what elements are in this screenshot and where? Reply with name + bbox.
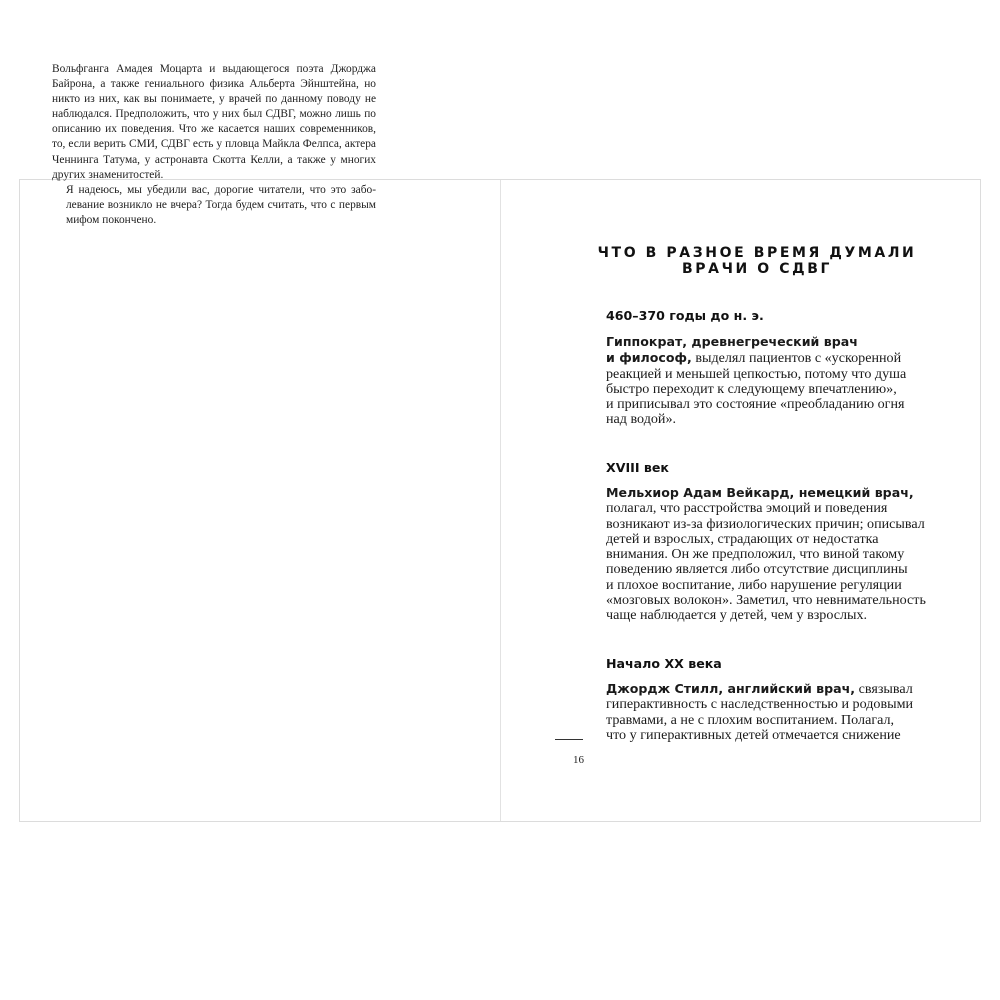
page-number-rule xyxy=(555,739,583,740)
section-text xyxy=(606,681,936,743)
heading-line: ЧТО В РАЗНОЕ ВРЕМЯ ДУМАЛИ xyxy=(597,245,917,261)
left-paragraph-2 xyxy=(52,183,376,228)
lead-bold: Гиппократ, древнегреческий врач xyxy=(606,334,858,349)
lead-rest: выделял пациентов с «ускоренной xyxy=(691,350,902,367)
text-line: гиперактивность с наследственностью и родовыми xyxy=(606,696,914,713)
text-line: Байрона, а также гениального физика Альберта Эйнштейна, но xyxy=(52,78,376,91)
lead-bold: и философ, xyxy=(606,350,692,366)
text-line: Вольфганга Амадея Моцарта и выдающегося поэта Джорджа xyxy=(52,63,376,75)
text-line: мифом покончено. xyxy=(66,213,157,226)
era-label: Начало XX века xyxy=(606,656,722,671)
section-text xyxy=(606,485,936,624)
lead-rest: связывал xyxy=(855,681,913,697)
text-line: наблюдался. Предположить, что у них был СДВГ, можно лишь по xyxy=(52,108,376,121)
text-line: других знаменитостей. xyxy=(52,168,164,181)
text-line: реакцией и меньшей цепкостью, потому что душа xyxy=(606,365,907,382)
text-line: что у гиперактивных детей отмечается снижение xyxy=(606,726,901,743)
text-line: левание возникло не вчера? Тогда будем считать, что с первым xyxy=(66,198,376,211)
text-line: над водой». xyxy=(606,411,677,428)
text-line: полагал, что расстройства эмоций и поведения xyxy=(606,500,888,517)
era-label: XVIII век xyxy=(606,460,669,475)
text-line: «мозговых волокон». Заметил, что невнимательность xyxy=(606,592,926,609)
text-line: Я надеюсь, мы убедили вас, дорогие читатели, что это забо- xyxy=(66,183,376,196)
text-line: чаще наблюдается у детей, чем у взрослых. xyxy=(606,607,868,624)
text-line: возникают из-за физиологических причин; описывал xyxy=(606,515,925,532)
left-paragraph-1 xyxy=(52,62,376,183)
left-page-text xyxy=(52,62,376,228)
text-line: внимания. Он же предположил, что виной такому xyxy=(606,546,905,563)
lead-bold: Джордж Стилл, английский врач, xyxy=(606,681,856,696)
text-line: травмами, а не с плохим воспитанием. Полагал, xyxy=(606,711,895,728)
text-line: описанию их поведения. Что же касается наших современников, xyxy=(52,123,376,136)
heading-line: ВРАЧИ О СДВГ xyxy=(682,261,832,277)
text-line: детей и взрослых, страдающих от недостатка xyxy=(606,530,879,547)
text-line: Ченнинга Татума, у астронавта Скотта Келли, а также у многих xyxy=(52,153,376,166)
text-line: никто из них, как вы понимаете, у врачей по данному поводу не xyxy=(52,93,376,106)
era-label: 460–370 годы до н. э. xyxy=(606,308,764,323)
text-line: и плохое воспитание, либо нарушение регуляции xyxy=(606,576,902,593)
page-gutter xyxy=(500,180,501,821)
lead-bold: Мельхиор Адам Вейкард, немецкий врач, xyxy=(606,485,914,500)
text-line: поведению является либо отсутствие дисциплины xyxy=(606,561,908,578)
text-line: то, если верить СМИ, СДВГ есть у пловца Майкла Фелпса, актера xyxy=(52,138,376,151)
section-text xyxy=(606,334,936,428)
page-number: 16 xyxy=(573,754,584,766)
section-heading xyxy=(587,245,927,277)
text-line: и приписывал это состояние «преобладанию огня xyxy=(606,396,905,413)
text-line: быстро переходит к следующему впечатлению», xyxy=(606,380,897,397)
